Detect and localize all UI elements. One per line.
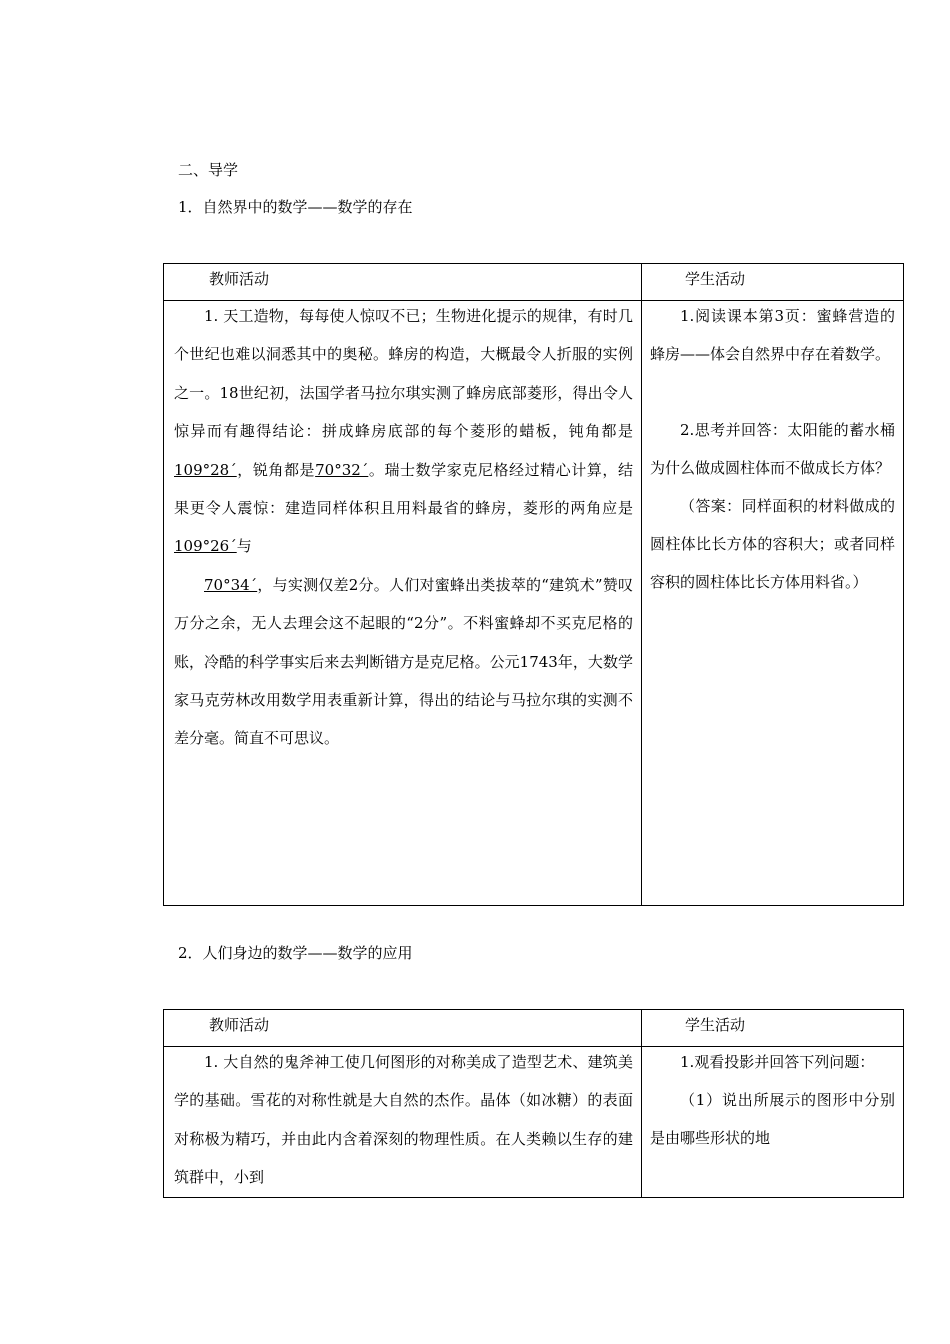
angle-acute-calculated: 70°34´: [204, 575, 258, 594]
student-item-2-2: （1）说出所展示的图形中分别是由哪些形状的地: [650, 1091, 895, 1147]
teacher-activity-header-2: 教师活动: [164, 1010, 642, 1047]
activity-table-1: [163, 263, 904, 906]
teacher-text-mid3: 与: [236, 537, 252, 556]
part2-title: 2．人们身边的数学——数学的应用: [178, 944, 413, 962]
student-activity-header-2: 学生活动: [642, 1010, 904, 1047]
angle-obtuse-calculated: 109°26´: [174, 537, 237, 556]
teacher-activity-header: 教师活动: [164, 264, 642, 301]
teacher-text-mid2: 。瑞士数学家克尼格经过精心计算，结果更令人震惊：建造同样体积且用料最省的蜂房，菱形的两角应是: [174, 460, 633, 518]
student-item-2-1: 1.观看投影并回答下列问题：: [680, 1053, 875, 1071]
activity-table-2: [163, 1009, 904, 1198]
student-item-1: 1.阅读课本第3页：蜜蜂营造的蜂房——体会自然界中存在着数学。: [650, 307, 895, 363]
teacher-text-rest: ，与实测仅差2分。人们对蜜蜂出类拔萃的“建筑术”赞叹万分之余，无人去理会这不起眼的“2分”。不料蜜蜂却不买克尼格的账，冷酷的科学事实后来去判断错方是克尼格。公元1743年，大数学家马克劳林改用数学用表重新计算，得出的结论与马拉尔琪的实测不差分毫。简直不可思议。: [174, 575, 633, 748]
angle-obtuse-measured: 109°28´: [174, 460, 237, 479]
part1-title: 1．自然界中的数学——数学的存在: [178, 198, 413, 216]
teacher-text-mid1: ，锐角都是: [236, 460, 316, 479]
student-activity-cell: [642, 301, 904, 906]
angle-acute-measured: 70°32´: [315, 460, 369, 479]
teacher-activity-text-2: 1. 大自然的鬼斧神工使几何图形的对称美成了造型艺术、建筑美学的基础。雪花的对称性就是大自然的杰作。晶体（如冰糖）的表面对称极为精巧，并由此内含着深刻的物理性质。在人类赖以生存的建筑群中，小到: [174, 1053, 633, 1187]
student-activity-header: 学生活动: [642, 264, 904, 301]
student-item-2: 2.思考并回答：太阳能的蓄水桶为什么做成圆柱体而不做成长方体？: [650, 421, 895, 477]
student-answer: （答案：同样面积的材料做成的圆柱体比长方体的容积大；或者同样容积的圆柱体比长方体用料省。）: [650, 497, 895, 591]
section-title: 二、导学: [178, 161, 239, 179]
student-activity-cell-2: [642, 1047, 904, 1198]
teacher-text-intro: 1. 天工造物，每每使人惊叹不已；生物进化提示的规律，有时几个世纪也难以洞悉其中的奥秘。蜂房的构造，大概最令人折服的实例之一。18世纪初，法国学者马拉尔琪实测了蜂房底部菱形，得出令人惊异而有趣得结论：拼成蜂房底部的每个菱形的蜡板，钝角都是: [174, 307, 633, 441]
teacher-activity-text: [174, 297, 633, 758]
teacher-activity-cell: [164, 301, 642, 906]
teacher-activity-cell-2: [164, 1047, 642, 1198]
